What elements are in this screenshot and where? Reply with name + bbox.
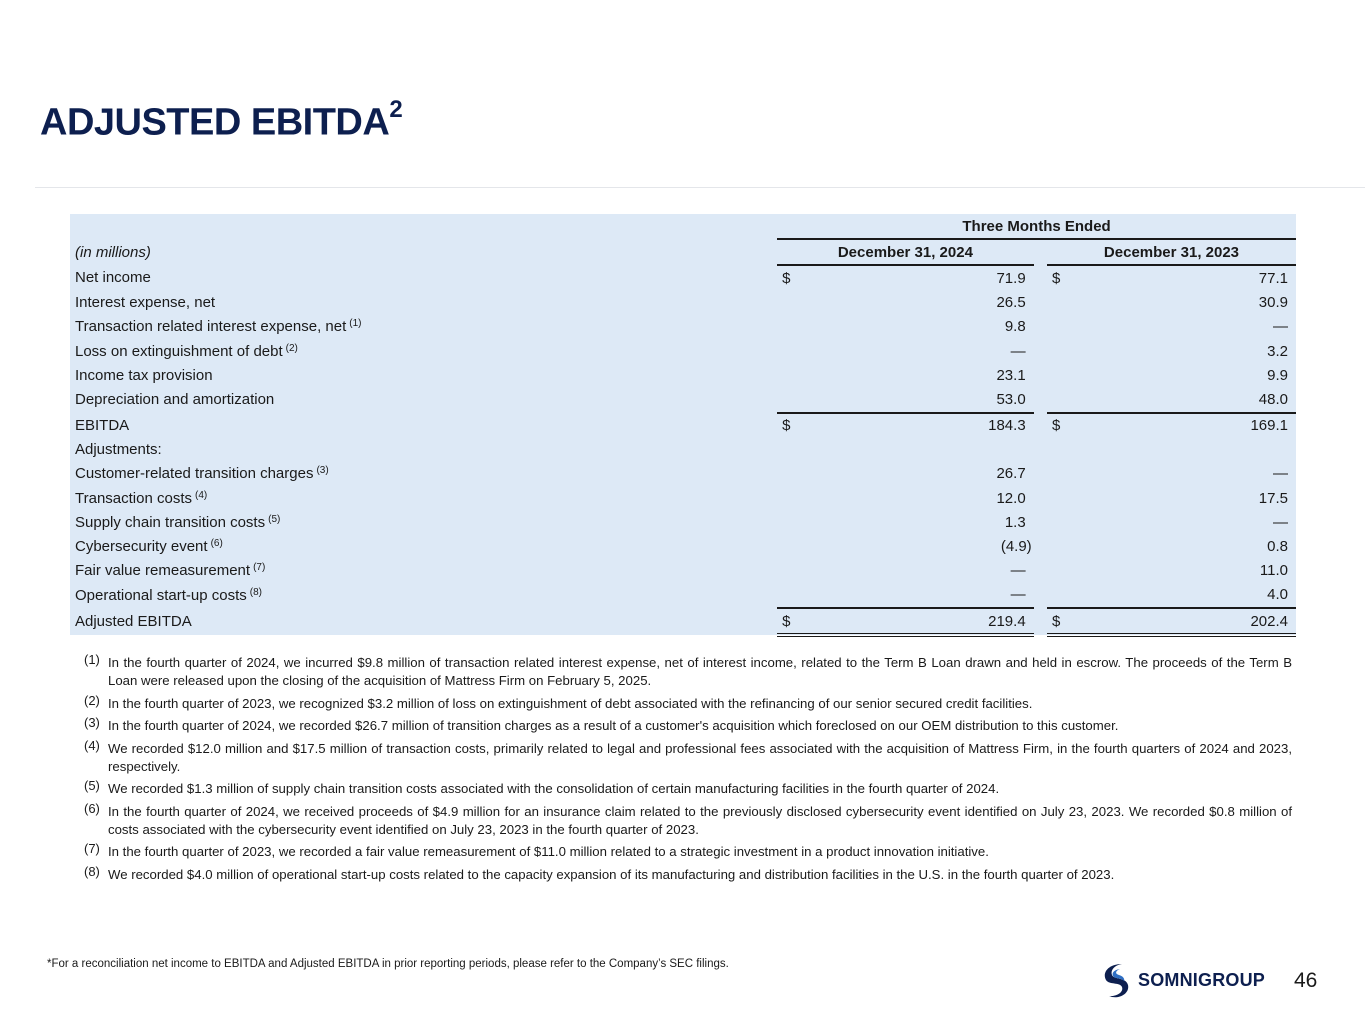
value-2024: (4.9) xyxy=(806,534,1034,558)
footnote-item xyxy=(84,843,1292,861)
units-label: (in millions) xyxy=(70,239,777,265)
value-2023: 0.8 xyxy=(1072,534,1296,558)
value-2023: 77.1 xyxy=(1072,265,1296,290)
value-2023: 202.4 xyxy=(1072,608,1296,635)
footnote-number: (1) xyxy=(84,652,100,667)
currency-symbol: $ xyxy=(1047,413,1072,438)
value-2023: — xyxy=(1072,462,1296,486)
row-label: Depreciation and amortization xyxy=(75,391,275,409)
value-2024: 53.0 xyxy=(806,387,1034,412)
row-label: Adjustments: xyxy=(75,441,162,459)
currency-symbol: $ xyxy=(1047,265,1072,290)
row-label: Fair value remeasurement xyxy=(75,562,251,580)
page-number: 46 xyxy=(1294,969,1318,992)
table-row xyxy=(70,534,1296,558)
table-row xyxy=(70,265,1296,290)
row-label: Loss on extinguishment of debt xyxy=(75,342,283,360)
footnote-ref: (6) xyxy=(210,538,223,550)
table-header-columns xyxy=(70,239,1296,265)
row-label: Income tax provision xyxy=(75,366,213,384)
value-2023: 4.0 xyxy=(1072,583,1296,608)
value-2024: 184.3 xyxy=(806,413,1034,438)
value-2023: 30.9 xyxy=(1072,291,1296,315)
value-2024: 71.9 xyxy=(806,265,1034,290)
footnote-item xyxy=(84,654,1292,690)
value-2023: 9.9 xyxy=(1072,363,1296,387)
table-row xyxy=(70,339,1296,363)
logo-mark-icon xyxy=(1100,961,1132,999)
value-2023: — xyxy=(1072,315,1296,339)
footnote-item xyxy=(84,863,1292,884)
value-2024: 26.7 xyxy=(806,462,1034,486)
row-label: Interest expense, net xyxy=(75,294,216,312)
row-label: EBITDA xyxy=(75,416,130,434)
value-2024: 219.4 xyxy=(806,608,1034,635)
table-row xyxy=(70,608,1296,635)
table-row xyxy=(70,486,1296,510)
table-row xyxy=(70,462,1296,486)
footnote-ref: (5) xyxy=(268,513,281,525)
footnote-number: (4) xyxy=(84,737,100,753)
ebitda-table xyxy=(70,214,1296,637)
footnote-text: In the fourth quarter of 2023, we recognized $3.2 million of loss on extinguishment of debt associated with the refinancing of our senior secured credit facilities. xyxy=(108,695,1033,711)
table-row xyxy=(70,583,1296,608)
footnote-text: In the fourth quarter of 2024, we incurred $9.8 million of transaction related interest expense, net of interest income, related to the Term B Loan drawn and held in escrow. The proceeds of the Term B Loan were released upon the closing of the acquisition of Mattress Firm on February 5, 2025. xyxy=(108,655,1292,688)
value-2024: 12.0 xyxy=(806,486,1034,510)
footnotes xyxy=(84,654,1292,888)
row-label: Adjusted EBITDA xyxy=(75,613,192,631)
company-logo xyxy=(1100,961,1265,999)
table-header-period xyxy=(70,214,1296,239)
value-2024: — xyxy=(806,339,1034,363)
footnote-ref: (3) xyxy=(316,465,329,477)
table-row xyxy=(70,363,1296,387)
table-row xyxy=(70,291,1296,315)
footnote-text: In the fourth quarter of 2024, we recorded $26.7 million of transition charges as a result of a customer's acquisition which foreclosed on our OEM distribution to this customer. xyxy=(108,718,1119,733)
footnote-number: (6) xyxy=(84,800,100,816)
footnote-item xyxy=(84,717,1292,735)
value-2024: 9.8 xyxy=(806,315,1034,339)
footnote-item xyxy=(84,737,1292,776)
value-2023: — xyxy=(1072,510,1296,534)
col-2024-header: December 31, 2024 xyxy=(777,239,1034,265)
value-2023: 48.0 xyxy=(1072,387,1296,412)
footnote-number: (8) xyxy=(84,863,100,879)
value-2024: — xyxy=(806,583,1034,608)
row-label: Supply chain transition costs xyxy=(75,513,266,531)
footnote-item xyxy=(84,692,1292,713)
footnote-number: (2) xyxy=(84,692,100,708)
footnote-text: We recorded $12.0 million and $17.5 million of transaction costs, primarily related to legal and professional fees associated with the acquisition of Mattress Firm, in the fourth quarters of 2024 and 2023, respectively. xyxy=(108,740,1292,774)
row-label: Cybersecurity event xyxy=(75,538,208,556)
footnote-ref: (7) xyxy=(253,562,266,574)
value-2024: 1.3 xyxy=(806,510,1034,534)
value-2024: — xyxy=(806,559,1034,583)
header-divider xyxy=(35,187,1365,188)
currency-symbol: $ xyxy=(1047,608,1072,635)
footnote-item xyxy=(84,800,1292,839)
value-2023: 17.5 xyxy=(1072,486,1296,510)
currency-symbol: $ xyxy=(777,608,806,635)
value-2024: 26.5 xyxy=(806,291,1034,315)
footnote-text: In the fourth quarter of 2023, we recorded a fair value remeasurement of $11.0 million related to a strategic investment in a product innovation initiative. xyxy=(108,844,989,859)
table-row xyxy=(70,315,1296,339)
footnote-number: (7) xyxy=(84,841,100,856)
footnote-ref: (1) xyxy=(349,318,362,330)
row-label: Net income xyxy=(75,269,151,287)
page-title: ADJUSTED EBITDA$^2$ xyxy=(40,96,403,144)
footnote-text: We recorded $1.3 million of supply chain transition costs associated with the consolidation of certain manufacturing facilities in the fourth quarter of 2024. xyxy=(108,781,1000,796)
table-row xyxy=(70,559,1296,583)
period-header: Three Months Ended xyxy=(777,214,1296,239)
footnote-text: We recorded $4.0 million of operational start-up costs related to the capacity expansion of its manufacturing and distribution facilities in the U.S. in the fourth quarter of 2023. xyxy=(108,866,1115,882)
value-2023: 169.1 xyxy=(1072,413,1296,438)
row-label: Transaction costs xyxy=(75,489,192,507)
value-2023: 3.2 xyxy=(1072,339,1296,363)
footnote-text: In the fourth quarter of 2024, we received proceeds of $4.9 million for an insurance claim related to the previously disclosed cybersecurity event identified on July 23, 2023. We recorded $0.8 million of costs associated with the cybersecurity event identified on July 23, 2023 in the fourth quarter of 2023. xyxy=(108,803,1292,837)
table-row xyxy=(70,413,1296,438)
row-label: Transaction related interest expense, net xyxy=(75,318,347,336)
footnote-number: (3) xyxy=(84,715,100,730)
value-2023: 11.0 xyxy=(1072,559,1296,583)
footnote-ref: (8) xyxy=(249,586,262,598)
footnote-number: (5) xyxy=(84,778,100,793)
table-row xyxy=(70,438,1296,462)
row-label: Operational start-up costs xyxy=(75,586,247,604)
footnote-item xyxy=(84,780,1292,798)
footnote-ref: (4) xyxy=(195,489,208,501)
row-label: Customer-related transition charges xyxy=(75,465,314,483)
footnote-ref: (2) xyxy=(285,342,298,354)
title-footnote: 2 xyxy=(389,96,403,123)
currency-symbol: $ xyxy=(777,413,806,438)
table-row xyxy=(70,510,1296,534)
table-row xyxy=(70,387,1296,412)
sec-filings-note: *For a reconciliation net income to EBITDA and Adjusted EBITDA in prior reporting periods, please refer to the Company’s SEC filings. xyxy=(47,958,729,970)
value-2024: 23.1 xyxy=(806,363,1034,387)
col-2023-header: December 31, 2023 xyxy=(1047,239,1296,265)
currency-symbol: $ xyxy=(777,265,806,290)
logo-text: SOMNIGROUP xyxy=(1138,969,1266,990)
